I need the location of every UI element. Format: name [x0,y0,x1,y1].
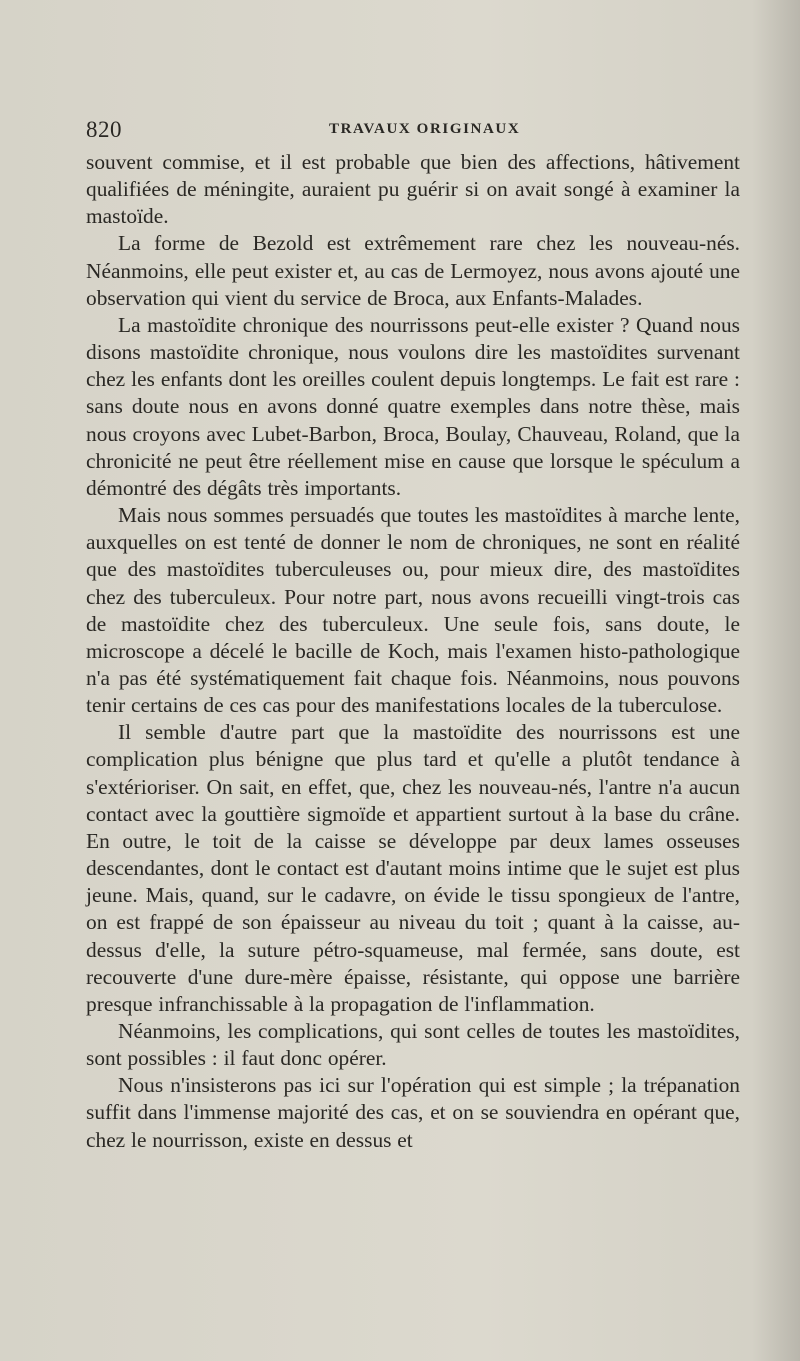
paragraph: Il semble d'autre part que la mastoïdite des nourrissons est une complication plus bénigne que plus tard et qu'elle a plutôt tendance à s'extérioriser. On sait, en effet, que, chez les nouveau-nés, l'antre n'a aucun contact avec la gouttière sigmoïde et appartient surtout à la base du crâne. En outre, le toit de la caisse se développe par deux lames osseuses descendantes, dont le contact est d'autant moins intime que le sujet est plus jeune. Mais, quand, sur le cadavre, on évide le tissu spongieux de l'antre, on est frappé de son épaisseur au niveau du toit ; quant à la caisse, au-dessus d'elle, la suture pétro-squameuse, mal fermée, sans doute, est recouverte d'une dure-mère épaisse, résistante, qui oppose une barrière presque infranchissable à la propagation de l'inflammation. [86,720,740,1016]
paragraph: Néanmoins, les complications, qui sont celles de toutes les mastoïdites, sont possibles : il faut donc opérer. [86,1019,740,1071]
page-header [86,117,736,147]
body-text [86,149,740,1154]
paragraph: Nous n'insisterons pas ici sur l'opération qui est simple ; la trépanation suffit dans l'immense majorité des cas, et on se souviendra en opérant que, chez le nourrisson, existe en dessus et [86,1073,740,1152]
page-number: 820 [86,117,122,142]
paragraph: souvent commise, et il est probable que bien des affections, hâtivement qualifiées de méningite, auraient pu guérir si on avait songé à examiner la mastoïde. [86,150,740,229]
paragraph: La forme de Bezold est extrêmement rare chez les nouveau-nés. Néanmoins, elle peut exister et, au cas de Lermoyez, nous avons ajouté une observation qui vient du service de Broca, aux Enfants-Malades. [86,231,740,310]
running-title: TRAVAUX ORIGINAUX [329,121,521,137]
paragraph: La mastoïdite chronique des nourrissons peut-elle exister ? Quand nous disons mastoïdite chronique, nous voulons dire les mastoïdites survenant chez les enfants dont les oreilles coulent depuis longtemps. Le fait est rare : sans doute nous en avons donné quatre exemples dans notre thèse, mais nous croyons avec Lubet-Barbon, Broca, Boulay, Chauveau, Roland, que la chronicité ne peut être réellement mise en cause que lorsque le spéculum a démontré des dégâts très importants. [86,312,740,500]
paragraph: Mais nous sommes persuadés que toutes les mastoïdites à marche lente, auxquelles on est tenté de donner le nom de chroniques, ne sont en réalité que des mastoïdites tuberculeuses ou, pour mieux dire, des mastoïdites chez des tuberculeux. Pour notre part, nous avons recueilli vingt-trois cas de mastoïdite chez des tuberculeux. Une seule fois, sans doute, le microscope a décelé le bacille de Koch, mais l'examen histo-pathologique n'a pas été systématiquement fait chaque fois. Néanmoins, nous pouvons tenir certains de ces cas pour des manifestations locales de la tuberculose. [86,503,740,718]
